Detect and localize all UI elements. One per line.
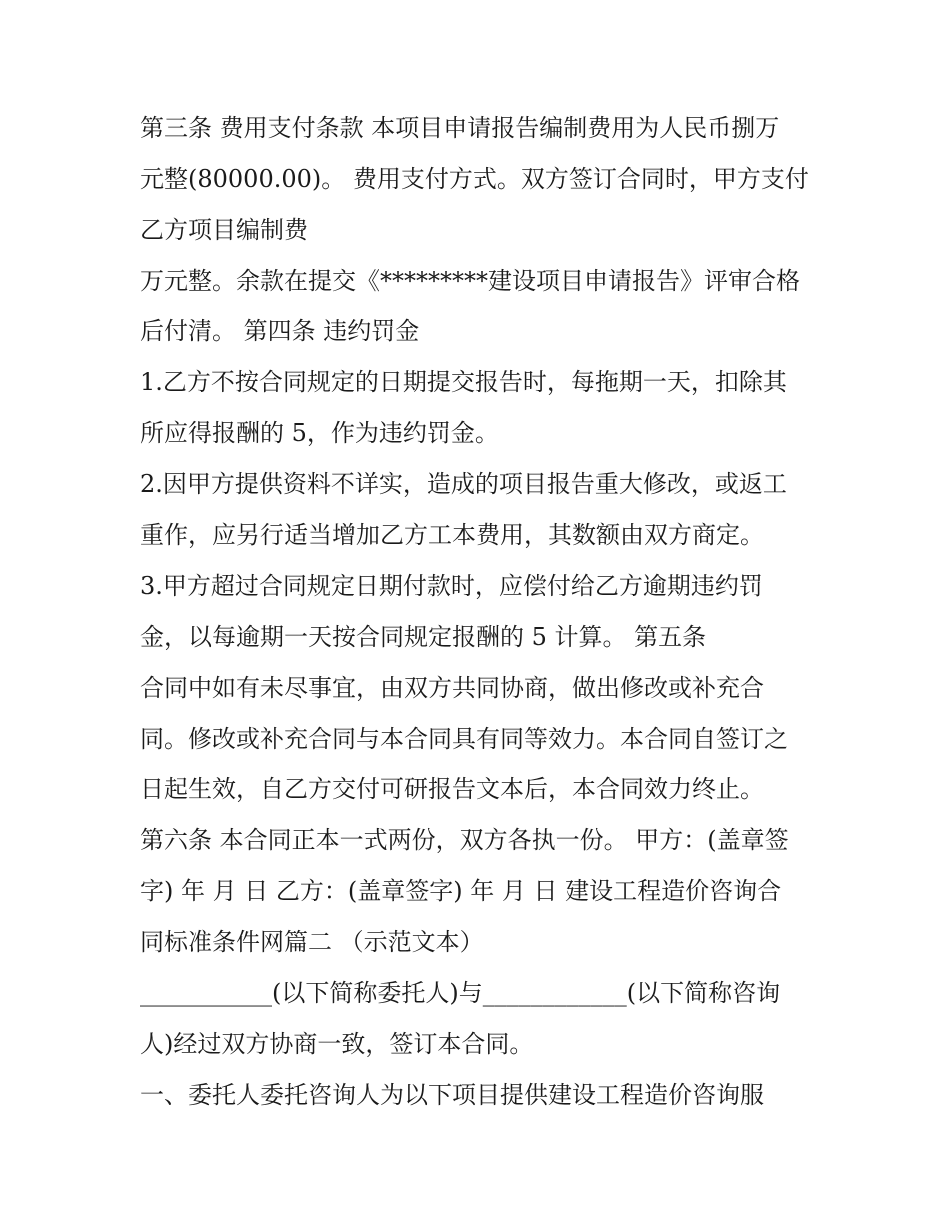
text-line-6: 1.乙方不按合同规定的日期提交报告时，每拖期一天，扣除其 [140, 368, 787, 396]
text-line-8: 2.因甲方提供资料不详实，造成的项目报告重大修改，或返工 [140, 470, 787, 498]
text-line-1: 第三条 费用支付条款 本项目申请报告编制费用为人民币捌万 [140, 114, 780, 142]
text-line-9: 重作，应另行适当增加乙方工本费用，其数额由双方商定。 [140, 521, 764, 549]
text-line-17: 同标准条件网篇二 （示范文本） [140, 928, 484, 956]
text-line-20: 一、委托人委托咨询人为以下项目提供建设工程造价咨询服 [140, 1081, 764, 1109]
text-line-2: 元整(80000.00)。 费用支付方式。双方签订合同时，甲方支付 [140, 165, 809, 193]
text-line-12: 合同中如有未尽事宜，由双方共同协商，做出修改或补充合 [140, 674, 764, 702]
text-line-13: 同。修改或补充合同与本合同具有同等效力。本合同自签订之 [140, 725, 788, 753]
text-line-15: 第六条 本合同正本一式两份，双方各执一份。 甲方：(盖章签 [140, 826, 789, 854]
text-line-5: 后付清。 第四条 违约罚金 [140, 317, 420, 345]
text-line-16: 字) 年 月 日 乙方：(盖章签字) 年 月 日 建设工程造价咨询合 [140, 877, 782, 905]
text-line-14: 日起生效，自乙方交付可研报告文本后，本合同效力终止。 [140, 775, 764, 803]
text-line-10: 3.甲方超过合同规定日期付款时，应偿付给乙方逾期违约罚 [140, 572, 763, 600]
text-line-7: 所应得报酬的 5，作为违约罚金。 [140, 419, 499, 447]
text-line-4: 万元整。余款在提交《*********建设项目申请报告》评审合格 [140, 267, 800, 295]
text-line-19: 人)经过双方协商一致，签订本合同。 [140, 1030, 534, 1058]
text-line-18: ___________(以下简称委托人)与____________(以下简称咨询 [140, 979, 781, 1007]
text-line-3: 乙方项目编制费 [140, 216, 308, 244]
text-line-11: 金，以每逾期一天按合同规定报酬的 5 计算。 第五条 [140, 623, 707, 651]
